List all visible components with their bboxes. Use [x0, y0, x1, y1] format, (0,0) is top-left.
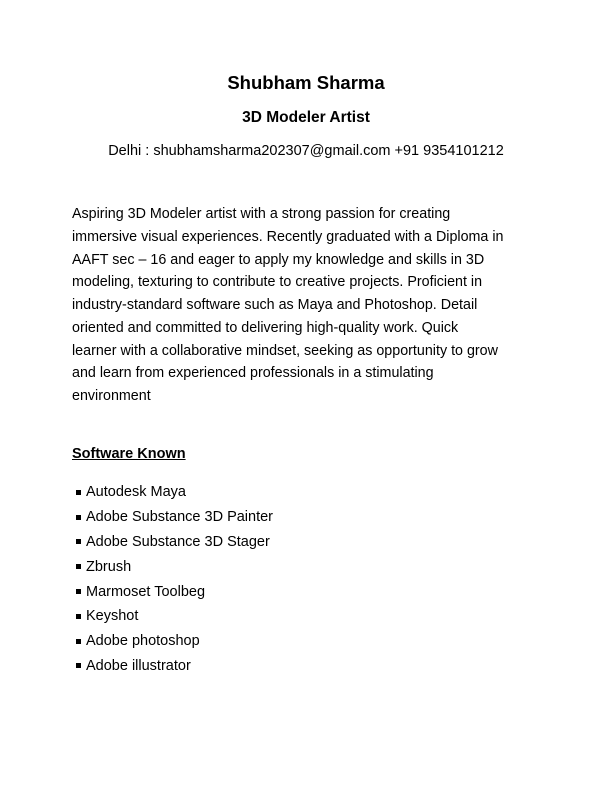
summary-line: Aspiring 3D Modeler artist with a strong passion for creating	[72, 206, 451, 222]
summary-line: AAFT sec – 16 and eager to apply my knowledge and skills in 3D	[72, 251, 485, 268]
summary-paragraph	[72, 203, 503, 408]
software-heading: Software Known	[72, 446, 186, 462]
software-name: Marmoset Toolbeg	[86, 583, 206, 600]
software-name: Adobe Substance 3D Painter	[86, 509, 274, 526]
list-item	[76, 651, 273, 682]
square-bullet-icon	[76, 663, 81, 668]
software-name: Adobe Substance 3D Stager	[86, 533, 270, 550]
summary-line: industry-standard software such as Maya and Photoshop. Detail	[72, 297, 478, 313]
contact-info: Delhi : shubhamsharma202307@gmail.com +91 9354101212	[108, 143, 504, 159]
software-name: Keyshot	[86, 608, 139, 625]
square-bullet-icon	[76, 515, 81, 520]
summary-line: immersive visual experiences. Recently graduated with a Diploma in	[72, 228, 504, 245]
job-title: 3D Modeler Artist	[242, 109, 370, 126]
square-bullet-icon	[76, 539, 81, 544]
square-bullet-icon	[76, 490, 81, 495]
software-list	[76, 477, 273, 681]
square-bullet-icon	[76, 589, 81, 594]
summary-line: modeling, texturing to contribute to creative projects. Proficient in	[72, 274, 483, 291]
software-name: Adobe photoshop	[86, 633, 200, 650]
summary-line: oriented and committed to delivering high-quality work. Quick	[72, 319, 459, 336]
square-bullet-icon	[76, 639, 81, 644]
square-bullet-icon	[76, 614, 81, 619]
summary-line: environment	[72, 388, 151, 404]
candidate-name: Shubham Sharma	[227, 72, 385, 93]
software-name: Adobe illustrator	[86, 657, 191, 674]
software-name: Autodesk Maya	[86, 484, 186, 501]
software-name: Zbrush	[86, 558, 132, 575]
square-bullet-icon	[76, 564, 81, 569]
summary-line: learner with a collaborative mindset, seeking as opportunity to grow	[72, 342, 498, 359]
summary-line: and learn from experienced professionals in a stimulating	[72, 365, 434, 382]
